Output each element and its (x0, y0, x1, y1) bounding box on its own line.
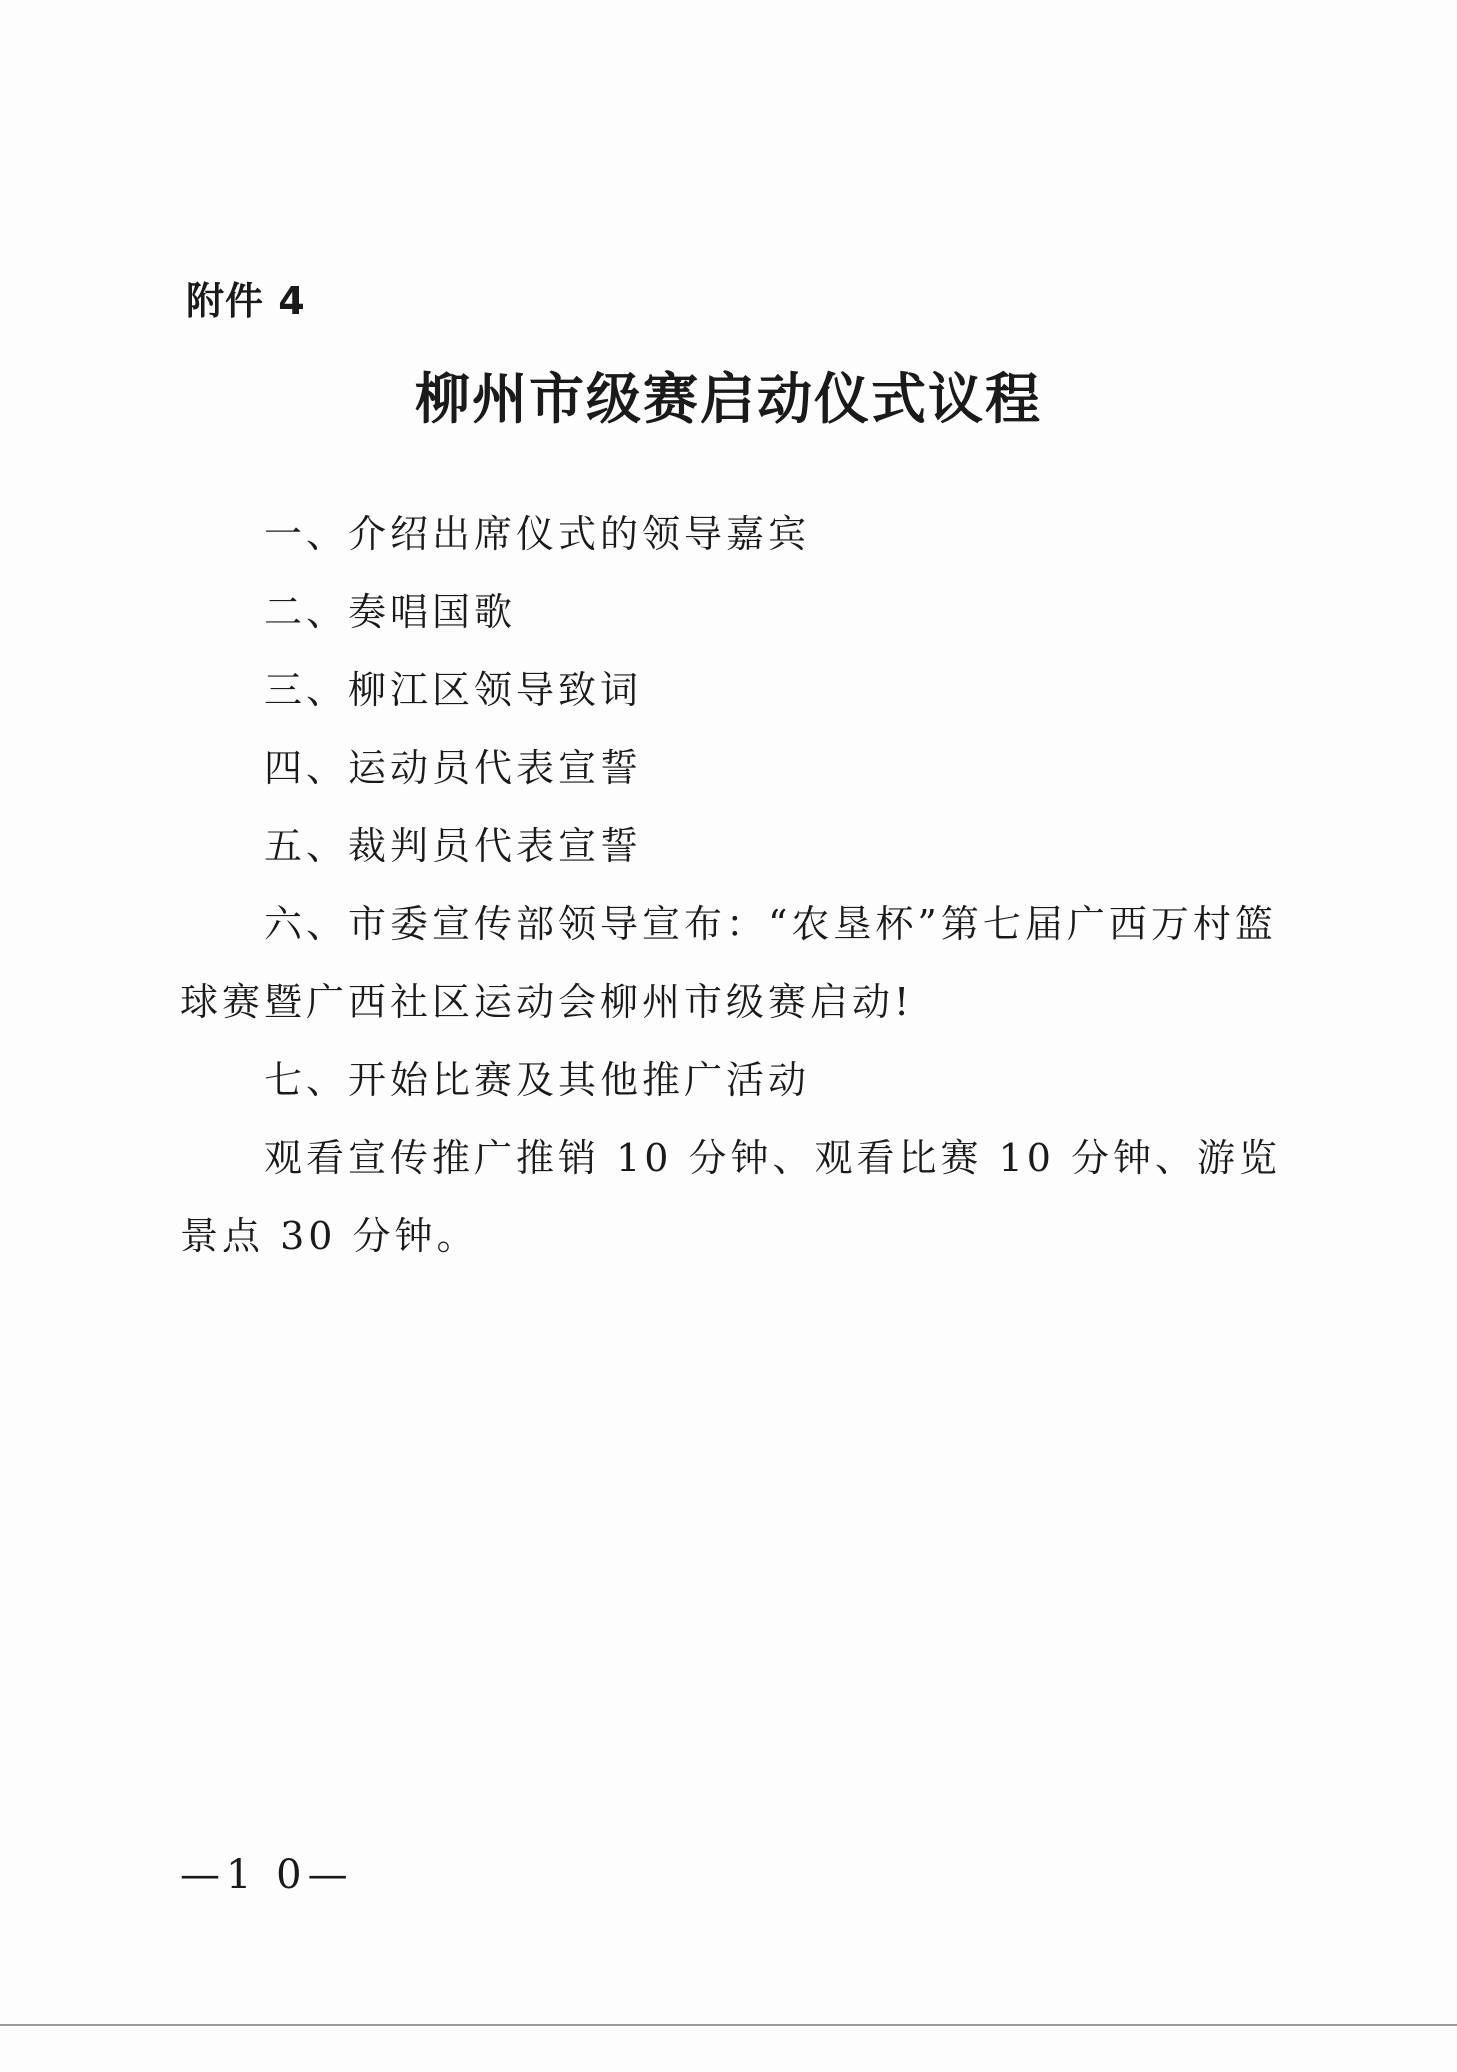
agenda-item: 一、介绍出席仪式的领导嘉宾 (264, 512, 811, 556)
agenda-item: 六、市委宣传部领导宣布：“农垦杯”第七届广西万村篮球赛暨广西社区运动会柳州市级赛启动! (180, 902, 1277, 1024)
attachment-label: 附件 4 (186, 279, 306, 323)
agenda-item: 七、开始比赛及其他推广活动 (264, 1058, 811, 1102)
agenda-list (180, 495, 1288, 1275)
agenda-item: 三、柳江区领导致词 (264, 668, 643, 712)
agenda-item: 四、运动员代表宣誓 (264, 746, 643, 790)
page-number: —1 0— (180, 1852, 354, 1898)
agenda-item: 五、裁判员代表宣誓 (264, 824, 643, 868)
agenda-item: 二、奏唱国歌 (264, 590, 517, 634)
agenda-note: 观看宣传推广推销 10 分钟、观看比赛 10 分钟、游览景点 30 分钟。 (180, 1136, 1282, 1258)
bottom-divider (0, 2024, 1457, 2026)
document-title: 柳州市级赛启动仪式议程 (414, 367, 1042, 431)
